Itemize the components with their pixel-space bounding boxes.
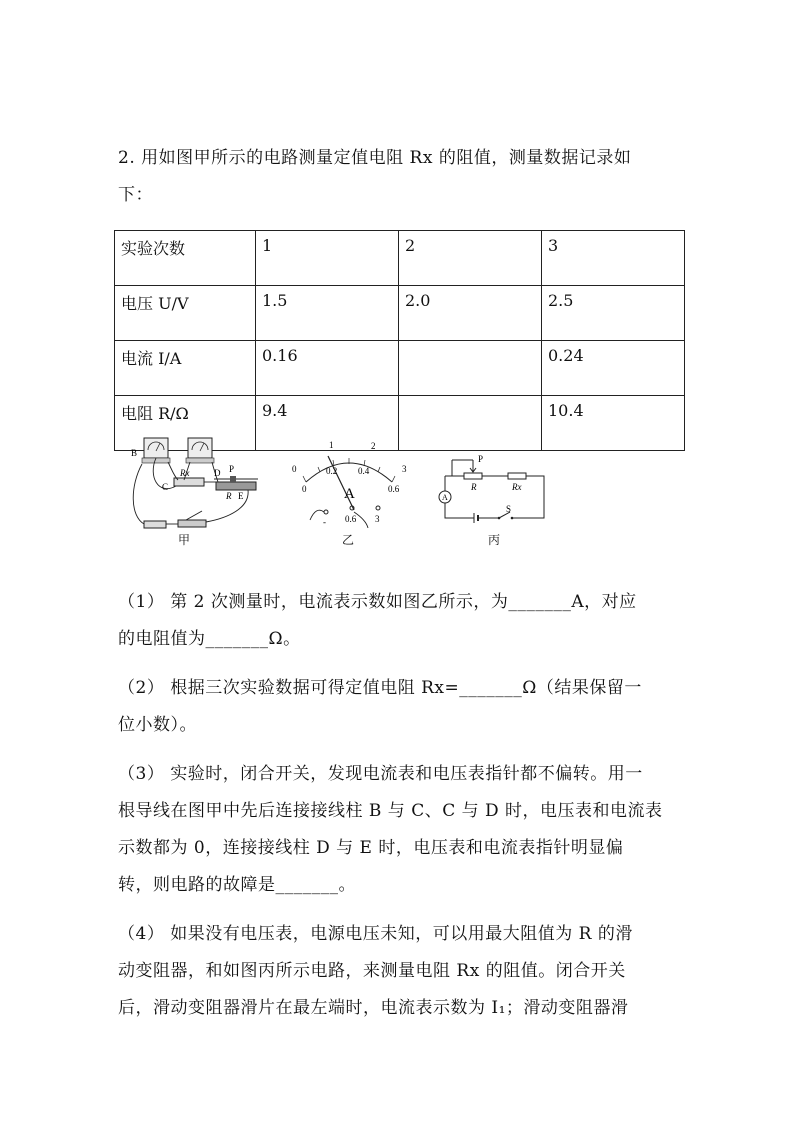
scale-bottom-0-2: 0.2 bbox=[326, 466, 338, 476]
switch-icon bbox=[178, 520, 206, 527]
table-cell: 1 bbox=[256, 231, 399, 286]
label-a: A bbox=[442, 493, 448, 502]
caption-yi: 乙 bbox=[342, 533, 355, 547]
battery-icon bbox=[144, 521, 166, 528]
table-cell: 电压 U/V bbox=[115, 286, 256, 341]
intro-line-1: 2. 用如图甲所示的电路测量定值电阻 Rx 的阻值，测量数据记录如 bbox=[118, 148, 632, 168]
table-cell: 9.4 bbox=[256, 396, 399, 451]
table-cell: 0.24 bbox=[542, 341, 685, 396]
table-cell: 2.5 bbox=[542, 286, 685, 341]
dial-scale-arc bbox=[306, 463, 392, 482]
table-cell: 电阻 R/Ω bbox=[115, 396, 256, 451]
scale-bottom-0-4: 0.4 bbox=[358, 466, 370, 476]
part-1-line-2: 的电阻值为_______Ω。 bbox=[118, 629, 301, 649]
scale-bottom-0-6: 0.6 bbox=[388, 484, 400, 494]
label-d: D bbox=[214, 468, 221, 478]
table-cell: 0.16 bbox=[256, 341, 399, 396]
label-b: B bbox=[131, 448, 138, 458]
part-4-line-1: （4） 如果没有电压表，电源电压未知，可以用最大阻值为 R 的滑 bbox=[118, 924, 633, 944]
part-3-line-2: 根导线在图甲中先后连接接线柱 B 与 C、C 与 D 时，电压表和电流表 bbox=[118, 801, 663, 821]
scale-top-2: 2 bbox=[371, 441, 376, 451]
label-c: C bbox=[162, 482, 169, 492]
table-cell: 1.5 bbox=[256, 286, 399, 341]
part-2-line-2: 位小数）。 bbox=[118, 715, 197, 735]
table-cell: 电流 I/A bbox=[115, 341, 256, 396]
label-rx: Rx bbox=[512, 482, 522, 492]
terminal-0-6: 0.6 bbox=[345, 514, 357, 524]
resistor-rx-icon bbox=[508, 473, 526, 479]
scale-top-1: 1 bbox=[329, 440, 334, 450]
part-3 bbox=[118, 756, 678, 904]
label-e: E bbox=[238, 491, 244, 501]
part-2-line-1: （2） 根据三次实验数据可得定值电阻 Rx=_______Ω（结果保留一 bbox=[118, 678, 642, 698]
part-4-line-3: 后，滑动变阻器滑片在最左端时，电流表示数为 I₁；滑动变阻器滑 bbox=[118, 998, 629, 1018]
ammeter-icon bbox=[188, 438, 212, 458]
part-3-line-4: 转，则电路的故障是_______。 bbox=[118, 875, 356, 895]
rheostat-icon bbox=[216, 482, 256, 490]
label-r: R bbox=[471, 482, 477, 492]
scale-bottom-0: 0 bbox=[302, 484, 307, 494]
part-4 bbox=[118, 916, 678, 1027]
part-3-line-1: （3） 实验时，闭合开关，发现电流表和电压表指针都不偏转。用一 bbox=[118, 764, 643, 784]
terminal-3: 3 bbox=[375, 514, 380, 524]
part-1-line-1: （1） 第 2 次测量时，电流表示数如图乙所示，为_______A，对应 bbox=[118, 592, 637, 612]
part-2 bbox=[118, 670, 678, 744]
scale-mid-0: 0 bbox=[292, 464, 297, 474]
label-r: R bbox=[226, 491, 232, 501]
voltmeter-icon bbox=[144, 438, 168, 458]
table-cell: 10.4 bbox=[542, 396, 685, 451]
measurement-table bbox=[114, 230, 685, 451]
label-s: S bbox=[506, 504, 512, 514]
figure-yi-ammeter-dial bbox=[286, 436, 412, 528]
label-p: P bbox=[229, 464, 235, 474]
table-cell: 实验次数 bbox=[115, 231, 256, 286]
table-cell bbox=[399, 396, 542, 451]
part-4-line-2: 动变阻器，和如图丙所示电路，来测量电阻 Rx 的阻值。闭合开关 bbox=[118, 961, 626, 981]
table-row bbox=[115, 341, 685, 396]
intro-line-2: 下： bbox=[118, 185, 153, 205]
table-row bbox=[115, 231, 685, 286]
dial-unit-a: A bbox=[344, 486, 355, 502]
part-1 bbox=[118, 584, 678, 658]
figure-bing-schematic bbox=[432, 454, 552, 526]
label-rx: Rx bbox=[180, 468, 190, 478]
caption-bing: 丙 bbox=[488, 533, 501, 547]
table-cell: 2 bbox=[399, 231, 542, 286]
part-3-line-3: 示数都为 0，连接接线柱 D 与 E 时，电压表和电流表指针明显偏 bbox=[118, 838, 624, 858]
table-cell: 2.0 bbox=[399, 286, 542, 341]
scale-mid-3: 3 bbox=[402, 464, 407, 474]
table-cell: 3 bbox=[542, 231, 685, 286]
question-intro bbox=[118, 140, 678, 214]
rheostat-r-icon bbox=[464, 473, 482, 479]
terminal-minus: - bbox=[323, 517, 326, 527]
figure-jia-circuit bbox=[128, 436, 278, 546]
table-cell bbox=[399, 341, 542, 396]
label-p: P bbox=[478, 454, 484, 464]
caption-jia: 甲 bbox=[178, 533, 191, 547]
table-row bbox=[115, 286, 685, 341]
resistor-rx-icon bbox=[174, 478, 204, 486]
